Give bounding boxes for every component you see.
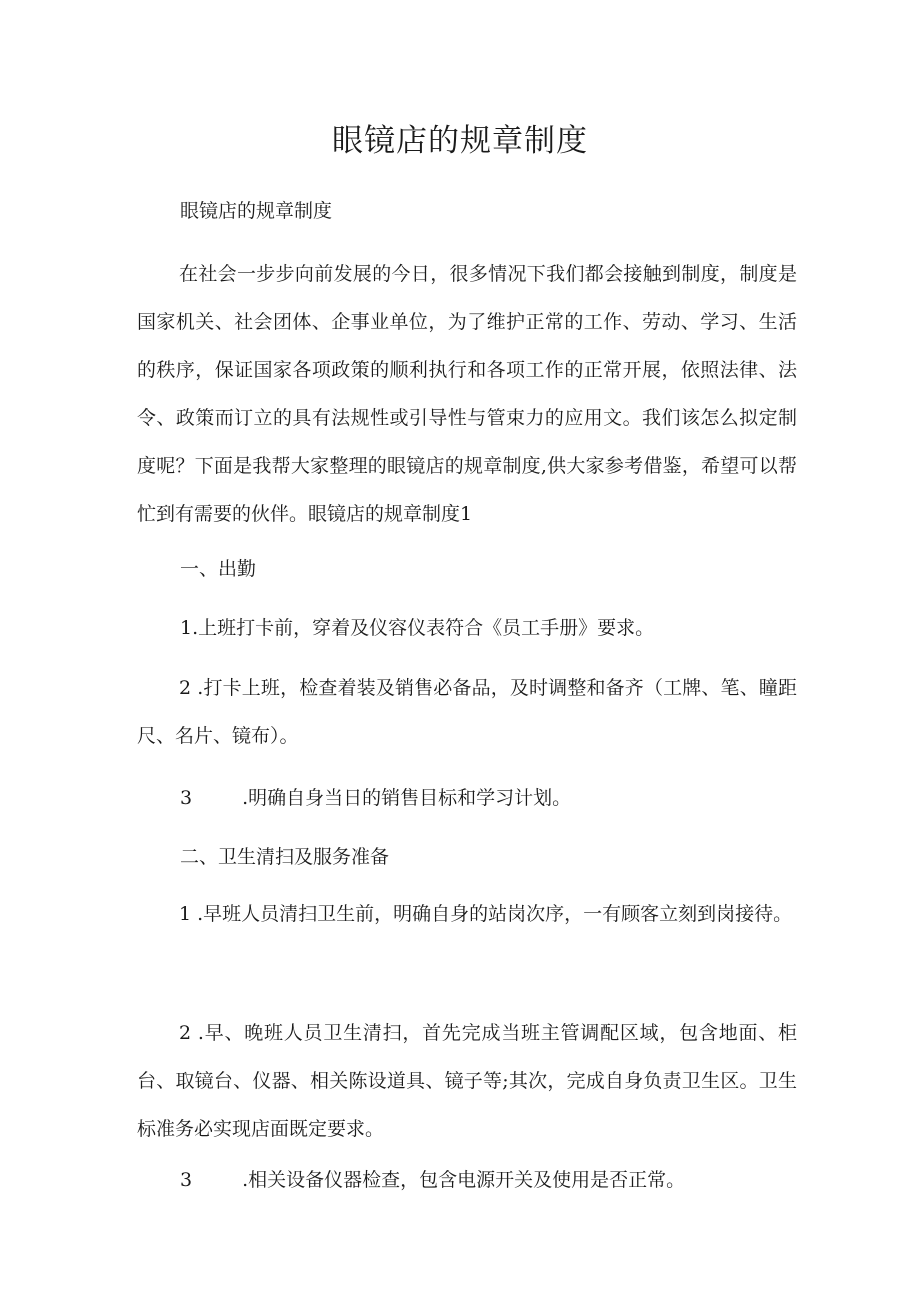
section1-item1: 1.上班打卡前，穿着及仪容仪表符合《员工手册》要求。 — [180, 617, 655, 639]
section2-item3-number: 3 — [180, 1169, 193, 1191]
section2-heading: 二、卫生清扫及服务准备 — [180, 846, 390, 868]
section2-item3-text: .相关设备仪器检查，包含电源开关及使用是否正常。 — [242, 1169, 686, 1191]
section1-item3-text: .明确自身当日的销售目标和学习计划。 — [242, 787, 572, 809]
intro-paragraph: 在社会一步步向前发展的今日，很多情况下我们都会接触到制度，制度是国家机关、社会团体、企事业单位，为了维护正常的工作、劳动、学习、生活的秩序，保证国家各项政策的顺利执行和各项工作的正常开展，依照法律、法令、政策而订立的具有法规性或引导性与管束力的应用文。我们该怎么拟定制度呢？下面是我帮大家整理的眼镜店的规章制度,供大家参考借鉴，希望可以帮忙到有需要的伙伴。眼镜店的规章制度1 — [137, 263, 797, 525]
section1-heading: 一、出勤 — [180, 558, 257, 580]
section2-item3 — [180, 1165, 685, 1195]
section2-item1: 1 .早班人员清扫卫生前，明确自身的站岗次序，一有顾客立刻到岗接待。 — [179, 903, 793, 925]
section1-item3-number: 3 — [180, 787, 193, 809]
section2-item2: 2 .早、晚班人员卫生清扫，首先完成当班主管调配区域，包含地面、柜台、取镜台、仪器、相关陈设道具、镜子等;其次，完成自身负责卫生区。卫生标准务必实现店面既定要求。 — [137, 1022, 797, 1140]
document-subtitle: 眼镜店的规章制度 — [180, 200, 333, 222]
section1-item3 — [180, 783, 571, 813]
document-title: 眼镜店的规章制度 — [332, 123, 588, 159]
section1-item2: 2 .打卡上班，检查着装及销售必备品，及时调整和备齐（工牌、笔、瞳距尺、名片、镜布）。 — [137, 677, 797, 747]
